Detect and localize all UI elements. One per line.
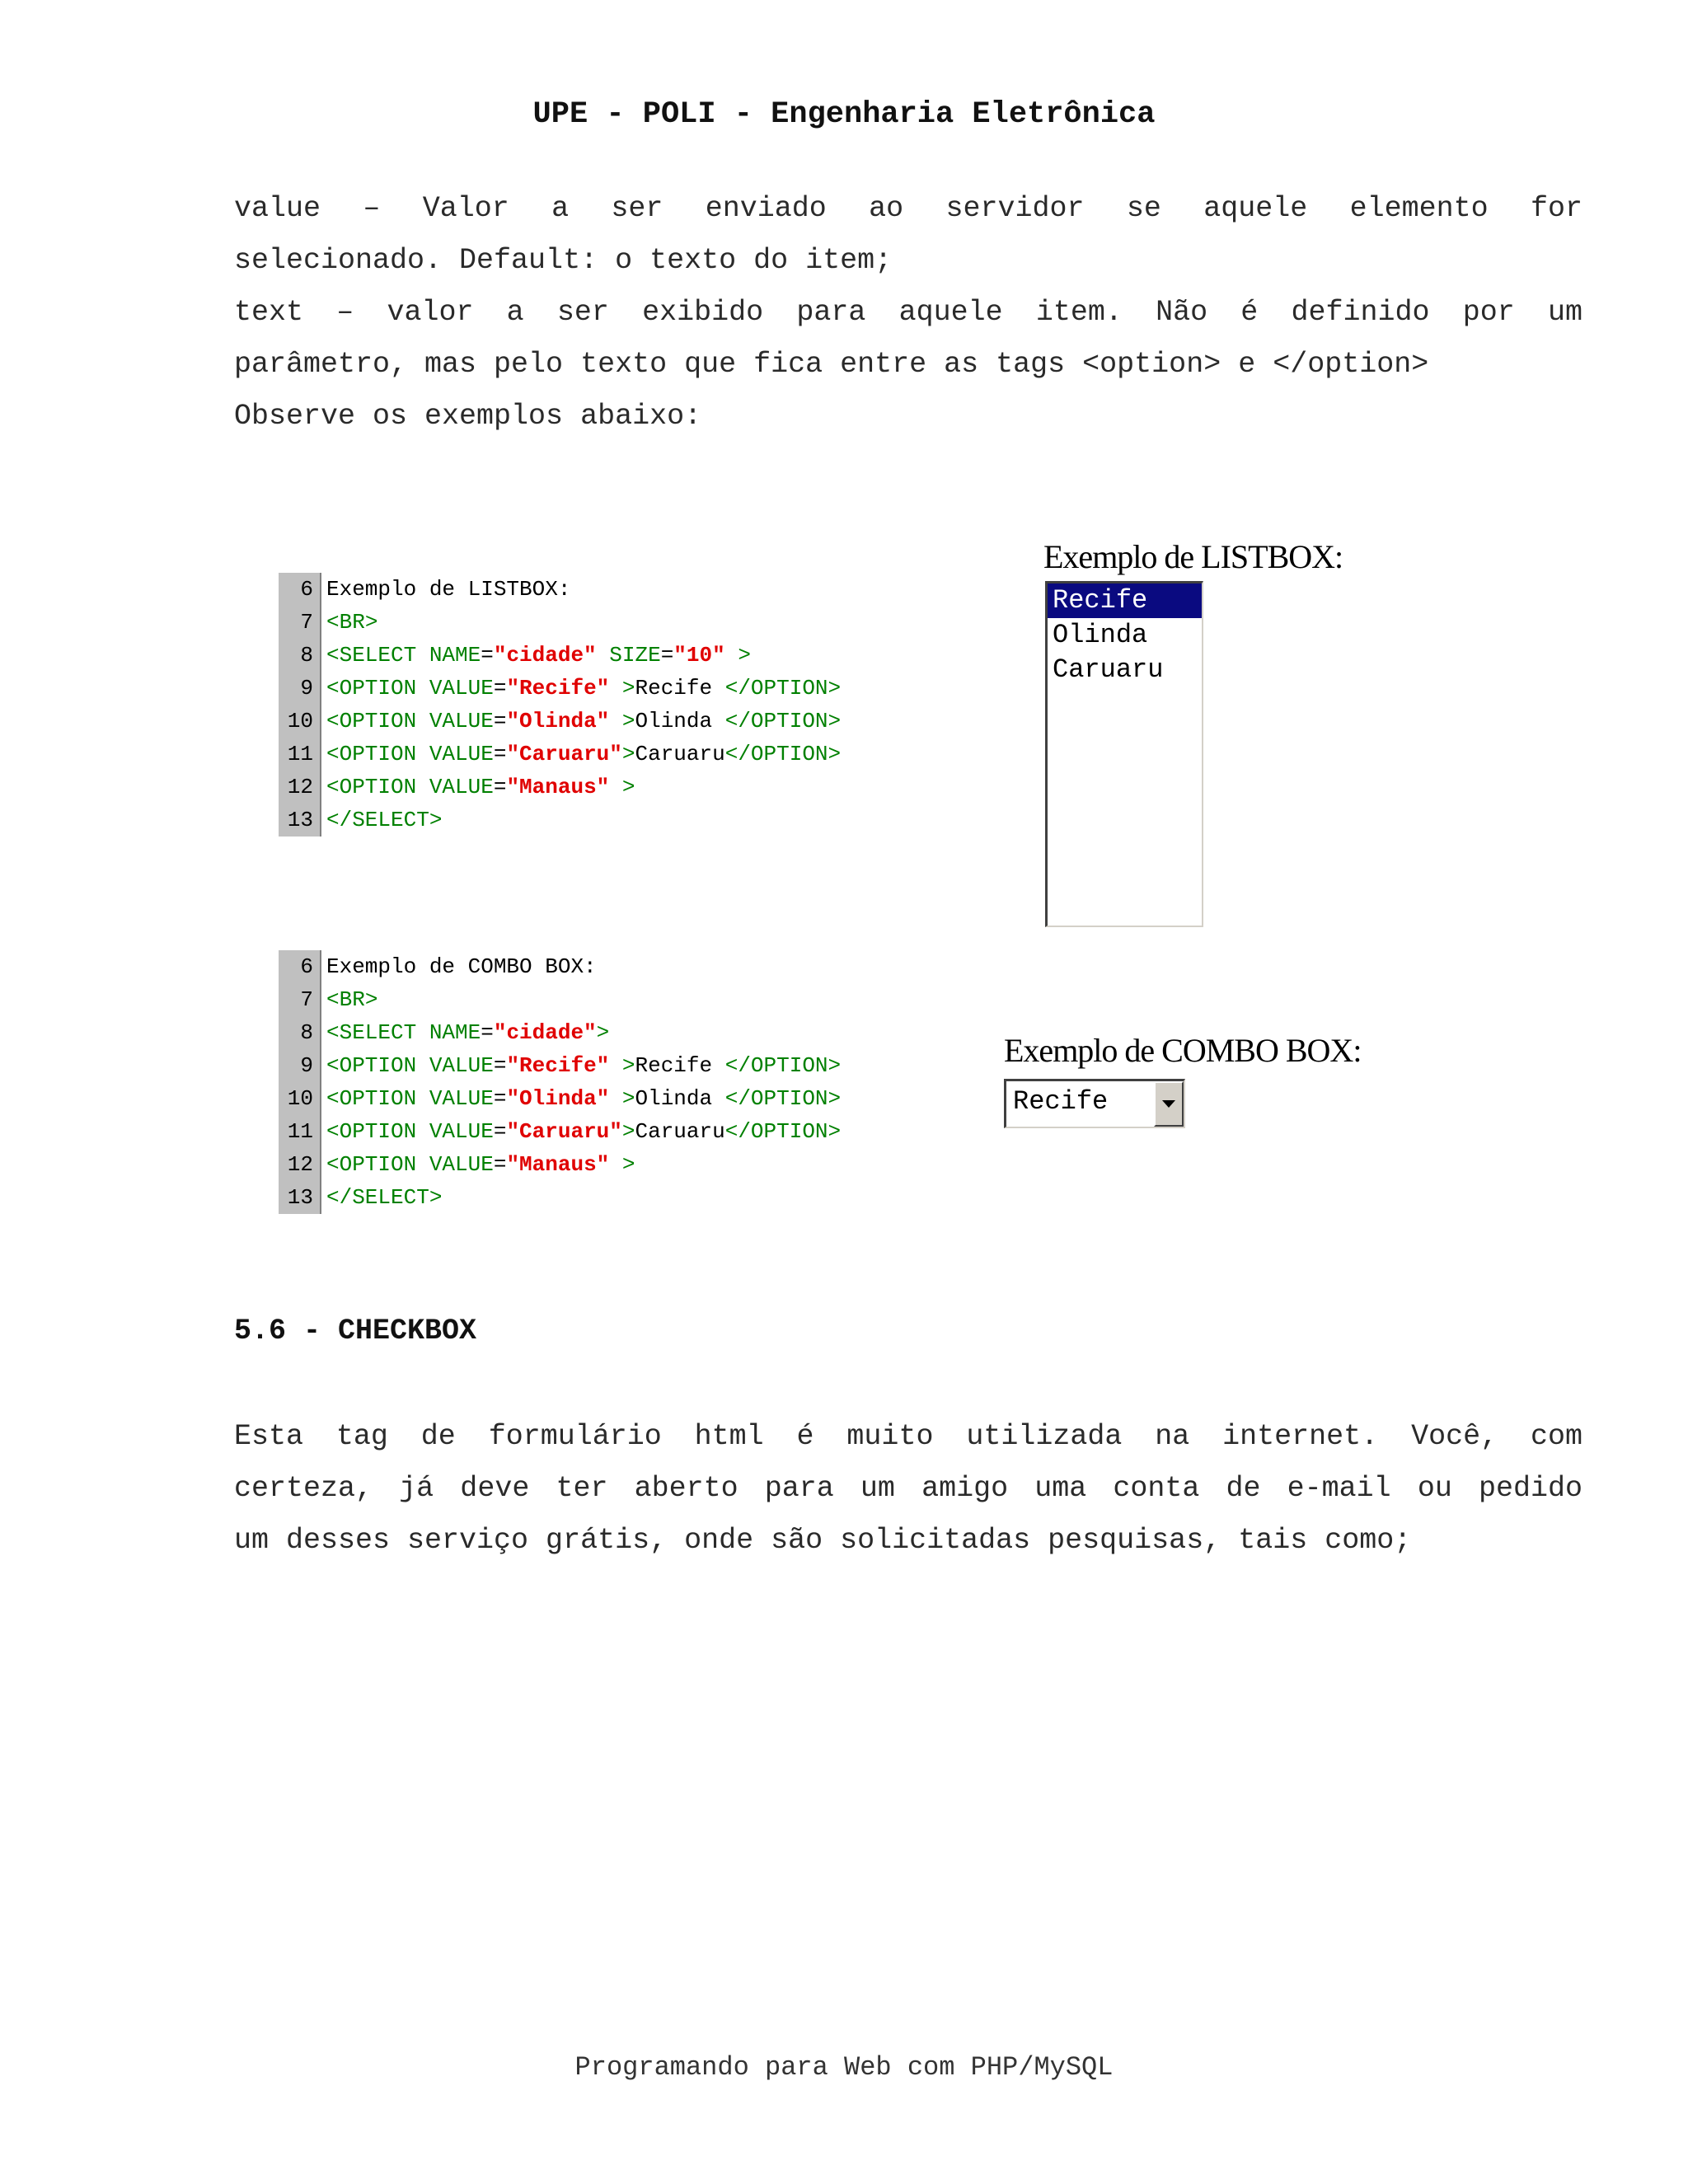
code-text: <OPTION VALUE="Manaus" > — [326, 775, 635, 799]
combobox-value: Recife — [1013, 1086, 1109, 1117]
code-text: <BR> — [326, 610, 378, 635]
code-text: </SELECT> — [326, 1185, 443, 1210]
code-line — [279, 1016, 841, 1049]
code-text: <SELECT NAME="cidade" SIZE="10" > — [326, 643, 751, 668]
line-number: 7 — [279, 606, 321, 639]
checkbox-paragraph — [234, 1411, 1582, 1567]
code-line — [279, 738, 841, 771]
listbox-caption: Exemplo de LISTBOX: — [1043, 538, 1343, 575]
listbox-option[interactable]: Recife — [1048, 583, 1202, 618]
intro-line: parâmetro, mas pelo texto que fica entre as tags <option> e </option> — [234, 348, 1429, 381]
intro-line: selecionado. Default: o texto do item; — [234, 244, 893, 277]
chevron-down-icon — [1162, 1100, 1175, 1108]
line-number: 10 — [279, 1082, 321, 1115]
code-line — [279, 1049, 841, 1082]
listbox[interactable] — [1045, 581, 1203, 927]
code-line — [279, 705, 841, 738]
combobox[interactable] — [1004, 1079, 1185, 1128]
intro-paragraph — [234, 183, 1582, 443]
page-header: UPE - POLI - Engenharia Eletrônica — [532, 97, 1156, 132]
line-number: 11 — [279, 1115, 321, 1148]
line-number: 13 — [279, 1181, 321, 1214]
line-number: 8 — [279, 639, 321, 672]
code-line — [279, 639, 841, 672]
code-line — [279, 573, 841, 606]
section-heading: 5.6 - CHECKBOX — [234, 1315, 477, 1347]
line-number: 9 — [279, 672, 321, 705]
code-line — [279, 1115, 841, 1148]
combobox-dropdown-button[interactable] — [1154, 1081, 1184, 1127]
line-number: 9 — [279, 1049, 321, 1082]
intro-line: text – valor a ser exibido para aquele item. Não é definido por um — [234, 296, 1582, 329]
intro-line: Observe os exemplos abaixo: — [234, 400, 702, 433]
listbox-option[interactable]: Caruaru — [1053, 654, 1164, 685]
code-text: <OPTION VALUE="Caruaru">Caruaru</OPTION> — [326, 742, 842, 766]
code-text: <OPTION VALUE="Recife" >Recife </OPTION> — [326, 676, 842, 701]
code-text: <OPTION VALUE="Recife" >Recife </OPTION> — [326, 1053, 842, 1078]
code-text: <OPTION VALUE="Olinda" >Olinda </OPTION> — [326, 709, 842, 733]
code-line — [279, 1181, 841, 1214]
line-number: 12 — [279, 771, 321, 804]
line-number: 13 — [279, 804, 321, 837]
line-number: 12 — [279, 1148, 321, 1181]
page-footer: Programando para Web com PHP/MySQL — [574, 2052, 1114, 2083]
line-number: 11 — [279, 738, 321, 771]
code-text: <OPTION VALUE="Manaus" > — [326, 1152, 635, 1177]
code-text: </SELECT> — [326, 808, 443, 832]
listbox-code-panel — [279, 573, 841, 837]
code-text: <OPTION VALUE="Olinda" >Olinda </OPTION> — [326, 1086, 842, 1111]
line-number: 10 — [279, 705, 321, 738]
code-line — [279, 672, 841, 705]
checkbox-line: um desses serviço grátis, onde são solicitadas pesquisas, tais como; — [234, 1524, 1412, 1557]
code-text: <OPTION VALUE="Caruaru">Caruaru</OPTION> — [326, 1119, 842, 1144]
checkbox-line: Esta tag de formulário html é muito utilizada na internet. Você, com — [234, 1420, 1582, 1453]
line-number: 6 — [279, 573, 321, 606]
code-text: Exemplo de LISTBOX: — [326, 577, 571, 602]
code-line — [279, 606, 841, 639]
line-number: 7 — [279, 983, 321, 1016]
code-line — [279, 1082, 841, 1115]
listbox-option[interactable]: Olinda — [1053, 620, 1148, 650]
checkbox-line: certeza, já deve ter aberto para um amigo uma conta de e-mail ou pedido — [234, 1472, 1582, 1505]
code-text: Exemplo de COMBO BOX: — [326, 954, 597, 979]
code-line — [279, 771, 841, 804]
line-number: 6 — [279, 950, 321, 983]
intro-line: value – Valor a ser enviado ao servidor se aquele elemento for — [234, 192, 1582, 225]
code-text: <SELECT NAME="cidade"> — [326, 1020, 610, 1045]
combobox-code-panel — [279, 950, 841, 1214]
combobox-caption: Exemplo de COMBO BOX: — [1004, 1032, 1362, 1069]
code-line — [279, 1148, 841, 1181]
code-line — [279, 983, 841, 1016]
code-text: <BR> — [326, 987, 378, 1012]
code-line — [279, 950, 841, 983]
line-number: 8 — [279, 1016, 321, 1049]
code-line — [279, 804, 841, 837]
